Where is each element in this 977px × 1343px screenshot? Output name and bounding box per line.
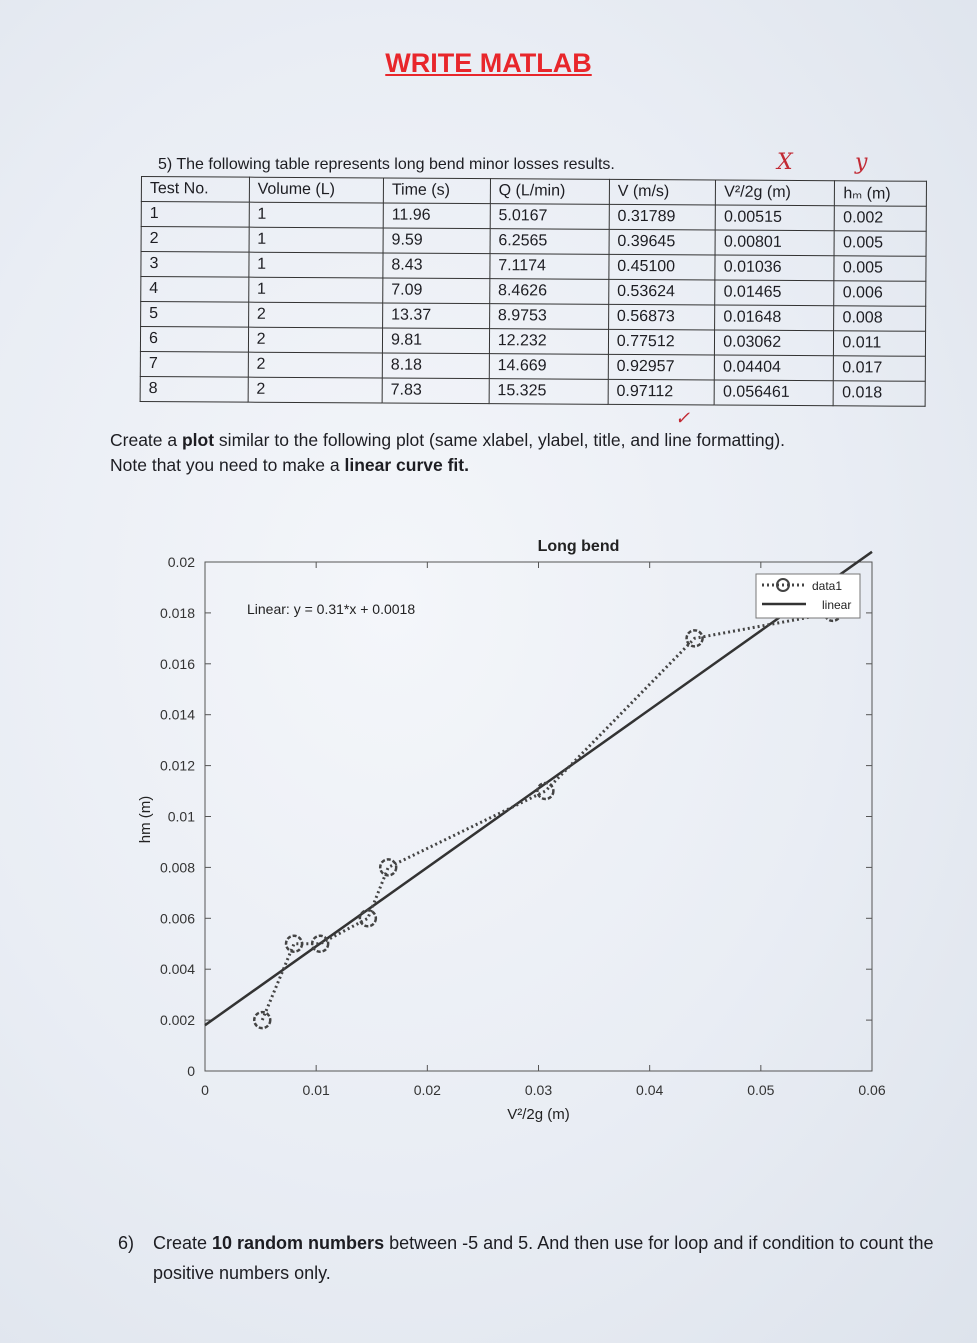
table-cell: 2 <box>248 352 382 378</box>
table-column-header: V (m/s) <box>609 179 716 205</box>
table-column-header: V²/2g (m) <box>716 180 835 206</box>
y-tick-label: 0.008 <box>159 859 195 876</box>
table-cell: 0.53624 <box>609 279 716 305</box>
y-tick-label: 0.018 <box>159 604 195 621</box>
table-cell: 13.37 <box>383 303 490 329</box>
table-cell: 14.669 <box>489 354 608 380</box>
x-tick-label: 0.01 <box>302 1082 330 1098</box>
table-cell: 4 <box>141 277 249 303</box>
instruction-line-2: Note that you need to make a linear curve fit. <box>110 455 469 475</box>
data1-point <box>537 783 553 799</box>
y-tick-label: 0.012 <box>159 757 195 774</box>
table-cell: 0.002 <box>835 206 927 232</box>
legend-data1-label: data1 <box>812 579 843 593</box>
x-axis-label: V²/2g (m) <box>507 1106 570 1123</box>
table-column-header: Time (s) <box>383 178 490 204</box>
table-cell: 9.59 <box>383 228 490 254</box>
table-column-header: Volume (L) <box>249 177 383 203</box>
table-cell: 6 <box>140 327 248 353</box>
y-tick-label: 0.004 <box>159 961 195 978</box>
table-column-header: Q (L/min) <box>490 179 609 205</box>
table-cell: 1 <box>249 252 383 278</box>
x-tick-label: 0.02 <box>413 1082 441 1098</box>
table-cell: 2 <box>248 327 382 353</box>
data1-point <box>380 859 396 875</box>
instruction-line-1: Create a plot similar to the following plot (same xlabel, ylabel, title, and line formatting). <box>110 430 786 450</box>
table-cell: 8.9753 <box>489 304 608 330</box>
data1-point <box>360 910 376 926</box>
handwritten-check-mark: ✓ <box>675 408 691 429</box>
handwritten-x-mark: X <box>777 150 793 175</box>
table-cell: 2 <box>141 227 249 253</box>
table-cell: 0.008 <box>834 306 926 332</box>
table-cell: 8.18 <box>382 353 489 379</box>
table-column-header: Test No. <box>141 177 249 203</box>
question-6-number: 6) <box>118 1233 135 1253</box>
table-cell: 5 <box>141 302 249 328</box>
table-cell: 2 <box>248 377 382 403</box>
y-tick-label: 0.002 <box>159 1012 195 1029</box>
table-cell: 0.31789 <box>609 204 716 230</box>
table-cell: 0.00801 <box>715 230 834 256</box>
table-cell: 5.0167 <box>490 204 609 230</box>
table-cell: 0.056461 <box>714 380 833 406</box>
data1-line <box>262 613 832 1020</box>
question-5-prompt: 5) The following table represents long bend minor losses results. <box>158 156 615 173</box>
table-cell: 0.77512 <box>608 329 715 355</box>
page-title: WRITE MATLAB <box>385 48 592 78</box>
table-cell: 0.03062 <box>715 330 834 356</box>
y-tick-label: 0.014 <box>159 706 195 723</box>
table-cell: 7.1174 <box>490 254 609 280</box>
x-tick-label: 0.03 <box>524 1082 553 1098</box>
table-cell: 0.01036 <box>715 255 834 281</box>
x-tick-label: 0.06 <box>858 1082 886 1098</box>
fit-equation-label: Linear: y = 0.31*x + 0.0018 <box>247 601 416 617</box>
table-cell: 0.018 <box>834 381 926 407</box>
table-cell: 0.01648 <box>715 305 834 331</box>
table-cell: 1 <box>248 277 382 303</box>
y-tick-label: 0.016 <box>159 655 195 672</box>
table-cell: 8.43 <box>383 253 490 279</box>
x-tick-label: 0.05 <box>747 1082 775 1098</box>
table-cell: 8.4626 <box>489 279 608 305</box>
y-tick-label: 0.01 <box>167 808 195 825</box>
table-cell: 0.006 <box>834 281 926 307</box>
table-cell: 0.005 <box>834 256 926 282</box>
question-6-text: Create 10 random numbers between -5 and 5. And then use for loop and if condition to count the positive numbers only. <box>153 1233 934 1283</box>
table-cell: 11.96 <box>383 203 490 229</box>
table-cell: 9.81 <box>382 328 489 354</box>
table-cell: 3 <box>141 252 249 278</box>
table-column-header: hₘ (m) <box>835 181 927 207</box>
y-tick-label: 0 <box>187 1063 195 1079</box>
x-tick-label: 0.04 <box>636 1082 664 1098</box>
legend-linear-label: linear <box>822 598 852 612</box>
plot-axes-box <box>205 562 872 1071</box>
table-cell: 0.005 <box>834 231 926 257</box>
table-cell: 0.04404 <box>715 355 834 381</box>
y-tick-label: 0.02 <box>167 554 195 570</box>
table-cell: 0.01465 <box>715 280 834 306</box>
table-cell: 0.92957 <box>608 354 715 380</box>
x-tick-label: 0 <box>201 1082 209 1098</box>
table-cell: 0.011 <box>834 331 926 357</box>
table-cell: 0.017 <box>834 356 926 382</box>
table-cell: 0.45100 <box>609 254 716 280</box>
y-tick-label: 0.006 <box>159 910 195 927</box>
question-6 <box>118 1228 943 1288</box>
table-cell: 0.39645 <box>609 229 716 255</box>
table-cell: 6.2565 <box>490 229 609 255</box>
table-cell: 1 <box>249 227 383 253</box>
table-cell: 2 <box>248 302 382 328</box>
table-cell: 1 <box>141 202 249 228</box>
handwritten-y-mark: y <box>855 150 868 175</box>
table-cell: 7.09 <box>383 278 490 304</box>
table-cell: 0.56873 <box>608 304 715 330</box>
table-cell: 0.00515 <box>715 205 834 231</box>
data1-point <box>286 936 302 952</box>
table-cell: 1 <box>249 202 383 228</box>
table-cell: 7 <box>140 351 248 377</box>
table-cell: 15.325 <box>489 379 608 405</box>
table-cell: 7.83 <box>382 378 489 404</box>
chart-title: Long bend <box>537 538 620 555</box>
table-cell: 8 <box>140 376 248 402</box>
table-cell: 0.97112 <box>608 379 715 405</box>
table-cell: 12.232 <box>489 329 608 355</box>
y-axis-label: hm (m) <box>137 795 154 844</box>
